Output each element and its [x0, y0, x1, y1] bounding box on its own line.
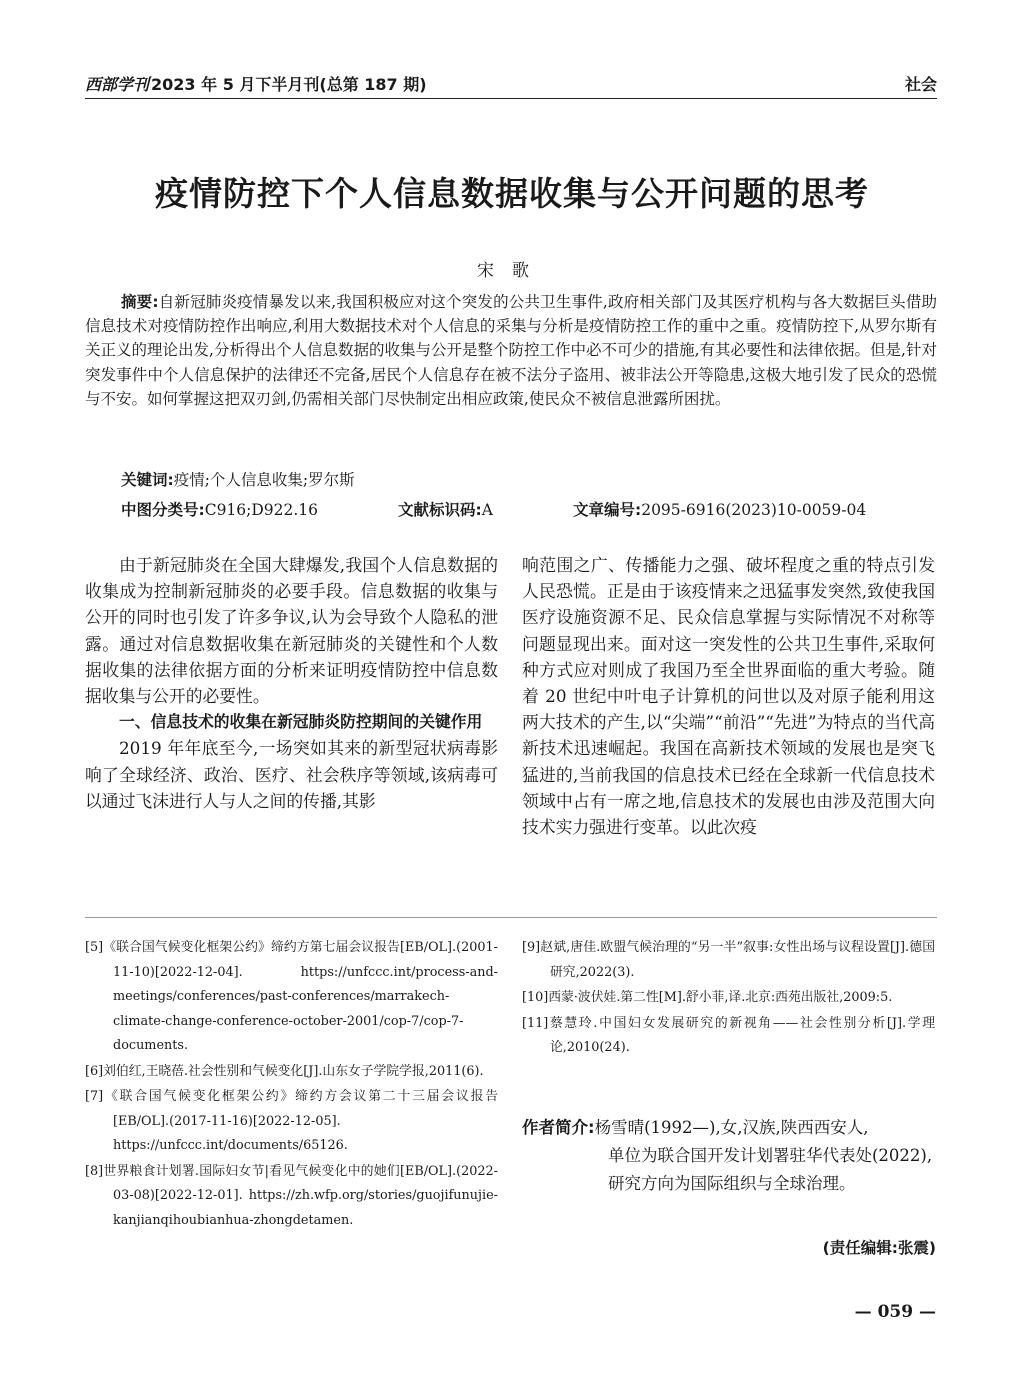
references-left: [85, 936, 498, 1234]
reference-item: [9]赵斌,唐佳.欧盟气候治理的“另一半”叙事:女性出场与议程设置[J].德国研究,2022(3).: [522, 940, 935, 980]
reference-item: [10]西蒙·波伏娃.第二性[M].舒小菲,译.北京:西苑出版社,2009:5.: [522, 990, 893, 1005]
bio-label: 作者简介:: [522, 1118, 595, 1137]
body-paragraph: 由于新冠肺炎在全国大肆爆发,我国个人信息数据的收集成为控制新冠肺炎的必要手段。信息数据的收集与公开的同时也引发了许多争议,认为会导致个人隐私的泄露。通过对信息数据收集在新冠肺炎的关键性和个人数据收集的法律依据方面的分析来证明疫情防控中信息数据收集与公开的必要性。: [85, 555, 498, 707]
body-paragraph: 响范围之广、传播能力之强、破坏程度之重的特点引发人民恐慌。正是由于该疫情来之迅猛事发突然,致使我国医疗设施资源不足、民众信息掌握与实际情况不对称等问题显现出来。面对这一突发性的公共卫生事件,采取何种方式应对则成了我国乃至全世界面临的重大考验。随着 20 世纪中叶电子计算机的问世以及对原子能利用这两大技术的产生,以“尖端”“前沿”“先进”为特点的当代高新技术迅速崛起。我国在高新技术领域的发展也是突飞猛进的,当前我国的信息技术已经在全球新一代信息技术领域中占有一席之地,信息技术的发展也由涉及范围大向技术实力强进行变革。以此次疫: [522, 555, 935, 838]
reference-item: [5]《联合国气候变化框架公约》缔约方第七届会议报告[EB/OL].(2001-11-10)[2022-12-04]. https://unfccc.int/process-and-meetings/conferences/past-conferences/marrakech-climate-change-conference-october-2001/cop-7/cop-7-documents.: [85, 940, 498, 1053]
body-column-right: [522, 552, 935, 840]
body-paragraph: 2019 年年底至今,一场突如其来的新型冠状病毒影响了全球经济、政治、医疗、社会秩序等领域,该病毒可以通过飞沫进行人与人之间的传播,其影: [85, 738, 498, 811]
keywords: [121, 468, 355, 490]
abstract-text: 自新冠肺炎疫情暴发以来,我国积极应对这个突发的公共卫生事件,政府相关部门及其医疗机构与各大数据巨头借助信息技术对疫情防控作出响应,利用大数据技术对个人信息的采集与分析是疫情防控工作的重中之重。疫情防控下,从罗尔斯有关正义的理论出发,分析得出个人信息数据的收集与公开是整个防控工作中必不可少的措施,有其必要性和法律依据。但是,针对突发事件中个人信息保护的法律还不完备,居民个人信息存在被不法分子盗用、被非法公开等隐患,这极大地引发了民众的恐慌与不安。如何掌握这把双刃剑,仍需相关部门尽快制定出相应政策,使民众不被信息泄露所困扰。: [85, 293, 938, 408]
document-code: [398, 498, 493, 520]
doc-code-value: A: [481, 501, 493, 519]
responsible-editor: (责任编辑:张震): [822, 1239, 936, 1257]
article-title: 疫情防控下个人信息数据收集与公开问题的思考: [155, 174, 869, 213]
bio-line1: 杨雪晴(1992—),女,汉族,陕西西安人,: [594, 1118, 869, 1137]
issue-info: 2023 年 5 月下半月刊(总第 187 期): [151, 75, 427, 94]
article-number: [573, 498, 866, 520]
journal-logo: 西部学刊: [85, 75, 150, 94]
abstract: [85, 290, 937, 411]
body-column-left: [85, 552, 498, 814]
article-no-label: 文章编号:: [573, 501, 642, 519]
abstract-label: 摘要:: [121, 293, 159, 311]
running-header: [85, 72, 937, 99]
clc-value: C916;D922.16: [204, 501, 319, 519]
author-bio: [522, 1114, 937, 1198]
keywords-text: 疫情;个人信息收集;罗尔斯: [173, 471, 355, 489]
section-name: 社会: [904, 75, 937, 94]
doc-code-label: 文献标识码:: [398, 501, 482, 519]
keywords-label: 关键词:: [121, 471, 174, 489]
section-heading: 一、信息技术的收集在新冠肺炎防控期间的关键作用: [119, 712, 483, 732]
reference-item: [6]刘伯红,王晓蓓.社会性别和气候变化[J].山东女子学院学报,2011(6).: [85, 1063, 484, 1079]
reference-item: [11]蔡慧玲.中国妇女发展研究的新视角——社会性别分析[J].学理论,2010(24).: [522, 1015, 935, 1055]
references-right: [522, 936, 935, 1062]
clc-label: 中图分类号:: [121, 501, 205, 519]
reference-item: [7]《联合国气候变化框架公约》缔约方会议第二十三届会议报告[EB/OL].(2017-11-16)[2022-12-05]. https://unfccc.int/documents/65126.: [85, 1089, 498, 1153]
article-author: 宋歌: [477, 261, 547, 281]
header-left: [85, 72, 427, 95]
clc-number: [121, 498, 318, 520]
footnote-divider: [85, 917, 937, 918]
reference-item: [8]世界粮食计划署.国际妇女节|看见气候变化中的她们[EB/OL].(2022-03-08)[2022-12-01]. https://zh.wfp.org/stories/guojifunujie-kanjianqihoubianhua-zhongdetamen.: [85, 1163, 498, 1228]
article-no-value: 2095-6916(2023)10-0059-04: [641, 501, 867, 519]
page-number: — 059 —: [854, 1302, 936, 1322]
bio-rest: 单位为联合国开发计划署驻华代表处(2022),研究方向为国际组织与全球治理。: [608, 1146, 933, 1193]
